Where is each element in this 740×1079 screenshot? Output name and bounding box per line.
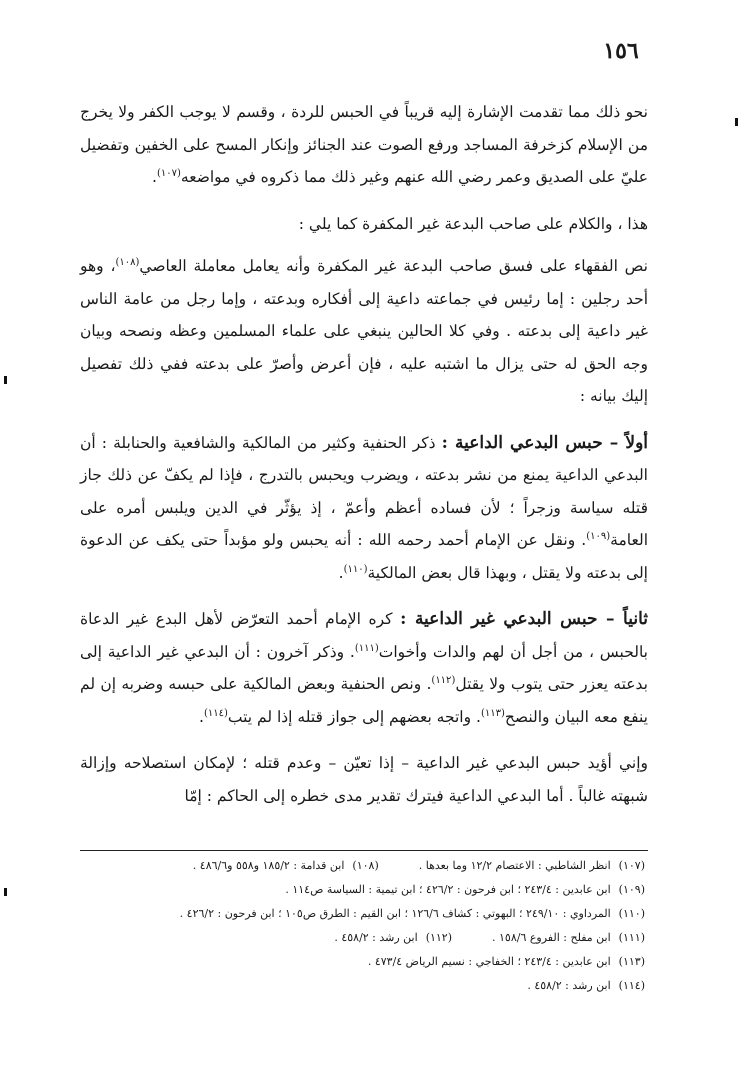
section-heading-second: ثانياً – حبس البدعي غير الداعية : xyxy=(400,609,649,629)
footnote-ref: (١١٢) xyxy=(431,674,456,686)
footnote-line: (١١٠)المرداوي : ٢٤٩/١٠ ؛ البهوتي : كشاف ١٢٦/٦ ؛ ابن القيم : الطرق ص١٠٥ ؛ ابن فرحون : ٤٢٦/٢ . xyxy=(179,907,645,920)
footnote-ref: (١١١) xyxy=(354,642,379,654)
paragraph-conclusion: وإني أؤيد حبس البدعي غير الداعية – إذا تعيّن – وعدم قتله ؛ لإمكان استصلاحه وإزالة شبهته غالباً . أما البدعي الداعية فيترك تقدير مدى خطره إلى الحاكم : إمّا xyxy=(80,754,648,805)
scan-edge-mark xyxy=(735,118,738,126)
footnote-line: (١١٣)ابن عابدين : ٢٤٣/٤ ؛ الخفاجي : نسيم الرياض ٤٧٣/٤ . xyxy=(367,955,645,968)
footnote-ref: (١٠٩) xyxy=(586,530,611,542)
footnote-line: (١١١)ابن مفلح : الفروع ١٥٨/٦ .(١١٢)ابن رشد : ٤٥٨/٢ . xyxy=(334,931,645,944)
footnote-ref: (١٠٧) xyxy=(156,167,181,179)
footnote-ref: (١١٣) xyxy=(480,707,505,719)
footnote-divider xyxy=(80,850,648,851)
page-number: ١٥٦ xyxy=(603,38,639,64)
footnote-ref: (١١٤) xyxy=(203,707,228,719)
footnote-line: (١٠٧)انظر الشاطبي : الاعتصام ١٢/٢ وما بعدها .(١٠٨)ابن قدامة : ١٨٥/٢ و٥٥٨ و٤٨٦/٦ . xyxy=(192,859,645,872)
paragraph-first-section: أولاً – حبس البدعي الداعية : ذكر الحنفية وكثير من المالكية والشافعية والحنابلة : أن البدعي الداعية يمنع من نشر بدعته ، ويضرب ويحبس بالتدرج ، فإذا لم يكفّ عن ذلك جاز قتله سياسة وزجراً ؛ لأن فساده أعظم وأعمّ ، إذ يؤثّر في الدين ويلبس أمره على العامة$^{(١٠٩)}$. ونقل عن الإمام أحمد رحمه الله : أنه يحبس ولو مؤبداً حتى يكف عن الدعوة إلى بدعته ولا يقتل ، وبهذا قال بعض المالكية$^{(١١٠)}$. xyxy=(80,432,649,582)
paragraph-second-section: ثانياً – حبس البدعي غير الداعية : كره الإمام أحمد التعرّض لأهل البدع غير الدعاة بالحبس ، من أجل أن لهم والدات وأخوات$^{(١١١)}$. وذكر آخرون : أن البدعي غير الداعية إلى بدعته يعزر حتى يتوب ولا يقتل$^{(١١٢)}$. ونص الحنفية وبعض المالكية على حبسه وضربه إن لم ينفع معه البيان والنصح$^{(١١٣)}$. واتجه بعضهم إلى جواز قتله إذا لم يتب$^{(١١٤)}$. xyxy=(80,609,649,726)
scan-edge-mark xyxy=(4,376,7,384)
section-heading-first: أولاً – حبس البدعي الداعية : xyxy=(441,432,649,453)
main-text xyxy=(80,96,648,826)
footnote-ref: (١٠٨) xyxy=(115,256,140,268)
footnote-line: (١٠٩)ابن عابدين : ٢٤٣/٤ ؛ ابن فرحون : ٤٢٦/٢ ؛ ابن تيمية : السياسة ص١١٤ . xyxy=(285,883,645,896)
footnotes xyxy=(80,854,645,998)
paragraph-3: نص الفقهاء على فسق صاحب البدعة غير المكفرة وأنه يعامل معاملة العاصي$^{(١٠٨)}$، وهو أحد رجلين : إما رئيس في جماعته داعية إلى أفكاره وبدعته ، وإما رجل من عامة الناس غير داعية إلى بدعته . وفي كلا الحالين ينبغي على علماء المسلمين وعظه ونصحه وبيان وجه الحق له حتى يزال ما اشتبه عليه ، فإن أعرض وأصرّ على بدعته ففي ذلك تفصيل إليك بيانه : xyxy=(80,256,648,405)
paragraph-1: نحو ذلك مما تقدمت الإشارة إليه قريباً في الحبس للردة ، وقسم لا يوجب الكفر ولا يخرج من الإسلام كزخرفة المساجد ورفع الصوت عند الجنائز وإنكار المسح على الخفين وتفضيل عليّ على الصديق وعمر رضي الله عنهم وغير ذلك مما ذكروه في مواضعه$^{(١٠٧)}$. xyxy=(80,103,648,186)
scan-edge-mark xyxy=(4,888,7,896)
footnote-ref: (١١٠) xyxy=(343,563,368,575)
footnote-line: (١١٤)ابن رشد : ٤٥٨/٢ . xyxy=(527,979,645,992)
paragraph-2: هذا ، والكلام على صاحب البدعة غير المكفرة كما يلي : xyxy=(298,214,648,233)
